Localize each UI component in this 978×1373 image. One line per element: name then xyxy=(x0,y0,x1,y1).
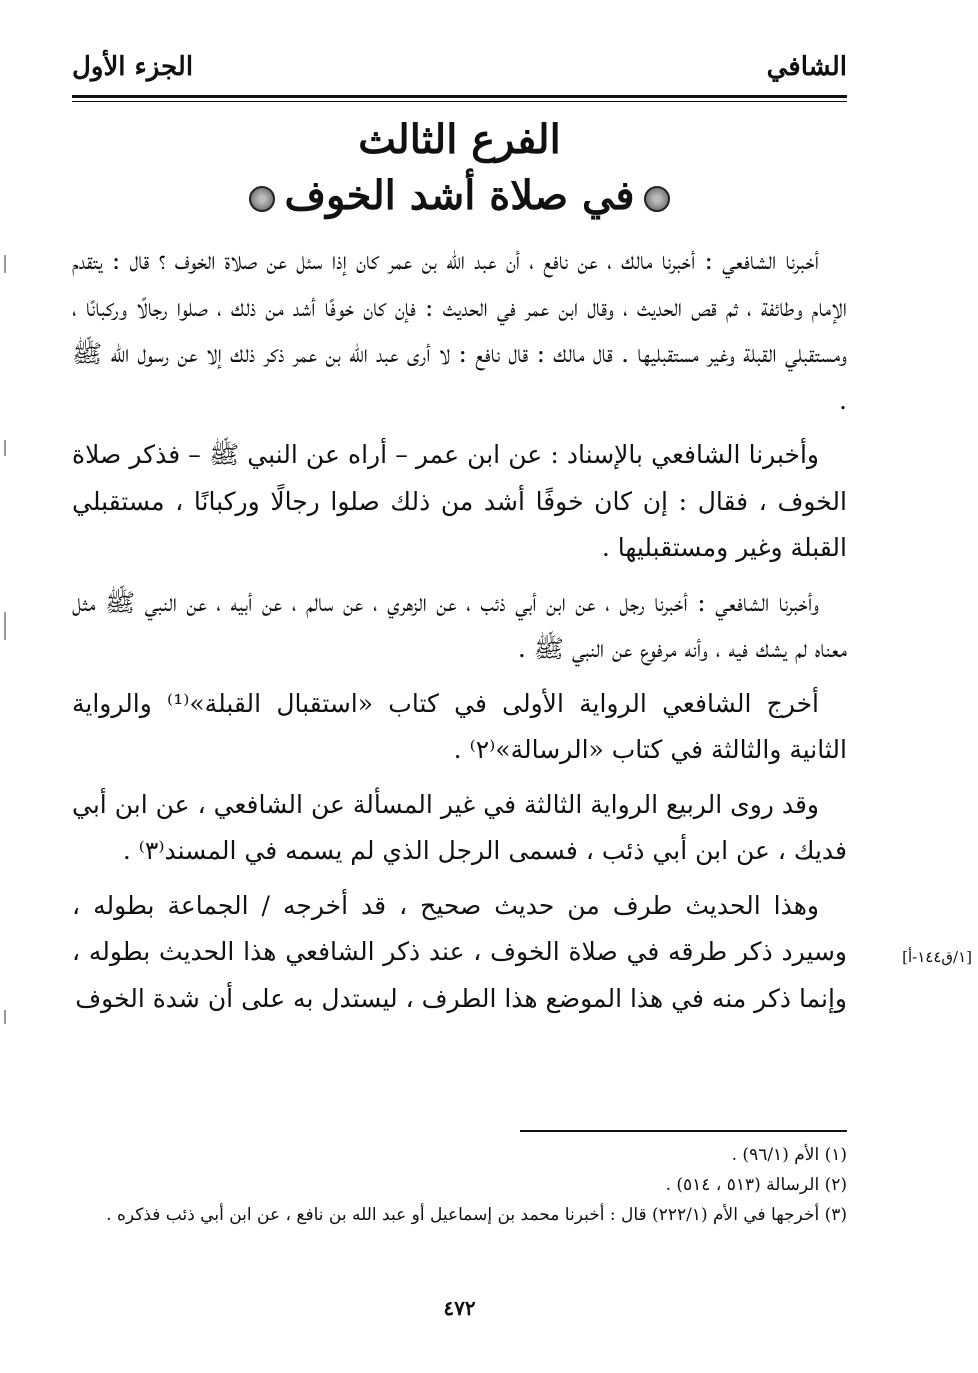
header-rule-thin xyxy=(72,101,847,102)
paragraph: وأخبرنا الشافعي بالإسناد : عن ابن عمر – أراه عن النبي ﷺ – فذكر صلاة الخوف ، فقال : إن كان خوفًا أشد من ذلك صلوا رجالًا وركبانًا ، مستقبلي القبلة وغير ومستقبليها . xyxy=(72,440,847,562)
section-title xyxy=(72,112,847,224)
ornament-circle-icon xyxy=(644,186,670,212)
manuscript-folio-note: [١/ق١٤٤-أ] xyxy=(902,948,972,966)
paragraph: أخبرنا الشافعي : أخبرنا مالك ، عن نافع ، أن عبد الله بن عمر كان إذا سئل عن صلاة الخوف ؟ قال : يتقدم الإمام وطائفة ، ثم قص الحديث ، وقال ابن عمر في الحديث : فإن كان خوفًا أشد من ذلك ، صلوا رجالًا وركبانًا ، ومستقبلي القبلة وغير مستقبليها . قال مالك : قال نافع : لا أرى عبد الله بن عمر ذكر ذلك إلا عن رسول الله ﷺ . xyxy=(72,246,847,415)
section-title-line1: الفرع الثالث xyxy=(358,116,561,163)
book-title: الشافي xyxy=(766,52,847,82)
section-title-line2-wrap xyxy=(72,168,847,224)
scan-edge-mark xyxy=(4,255,6,273)
paragraph: وقد روى الربيع الرواية الثالثة في غير المسألة عن الشافعي ، عن ابن أبي فديك ، عن ابن أبي ذئب ، فسمى الرجل الذي لم يسمه في المسند⁽٣⁾ . xyxy=(72,789,847,865)
paragraph: وهذا الحديث طرف من حديث صحيح ، قد أخرجه / الجماعة بطوله ، وسيرد ذكر طرقه في صلاة الخوف ، عند ذكر الشافعي هذا الحديث بطوله ، وإنما ذكر منه في هذا الموضع هذا الطرف ، ليستدل به على أن شدة الخوف xyxy=(72,890,847,1013)
scan-edge-mark xyxy=(4,1010,6,1024)
footnote-separator xyxy=(520,1130,847,1132)
header-rule-thick xyxy=(72,95,847,98)
section-title-line2: في صلاة أشد الخوف xyxy=(284,172,635,219)
volume-label: الجزء الأول xyxy=(72,52,194,82)
footnote: (٣) أخرجها في الأم (٢٢٢/١) قال : أخبرنا محمد بن إسماعيل أو عبد الله بن نافع ، عن ابن أبي ذئب فذكره . xyxy=(106,1205,847,1225)
scan-edge-mark xyxy=(4,612,6,640)
paragraph: أخرج الشافعي الرواية الأولى في كتاب «استقبال القبلة»⁽¹⁾ والرواية الثانية والثالثة في كتاب «الرسالة»⁽٢⁾ . xyxy=(72,688,847,764)
footnotes xyxy=(72,1140,847,1230)
page-number: ٤٧٢ xyxy=(443,1296,476,1320)
main-text xyxy=(72,238,847,1030)
ornament-circle-icon xyxy=(249,186,275,212)
paragraph: وأخبرنا الشافعي : أخبرنا رجل ، عن ابن أبي ذئب ، عن الزهري ، عن سالم ، عن أبيه ، عن النبي ﷺ مثل معناه لم يشك فيه ، وأنه مرفوع عن النبي ﷺ . xyxy=(72,587,847,663)
footnote: (١) الأم (٩٦/١) . xyxy=(731,1145,847,1165)
footnote: (٢) الرسالة (٥١٣ ، ٥١٤) . xyxy=(665,1175,847,1195)
scan-edge-mark xyxy=(4,440,6,456)
running-head xyxy=(72,52,847,92)
